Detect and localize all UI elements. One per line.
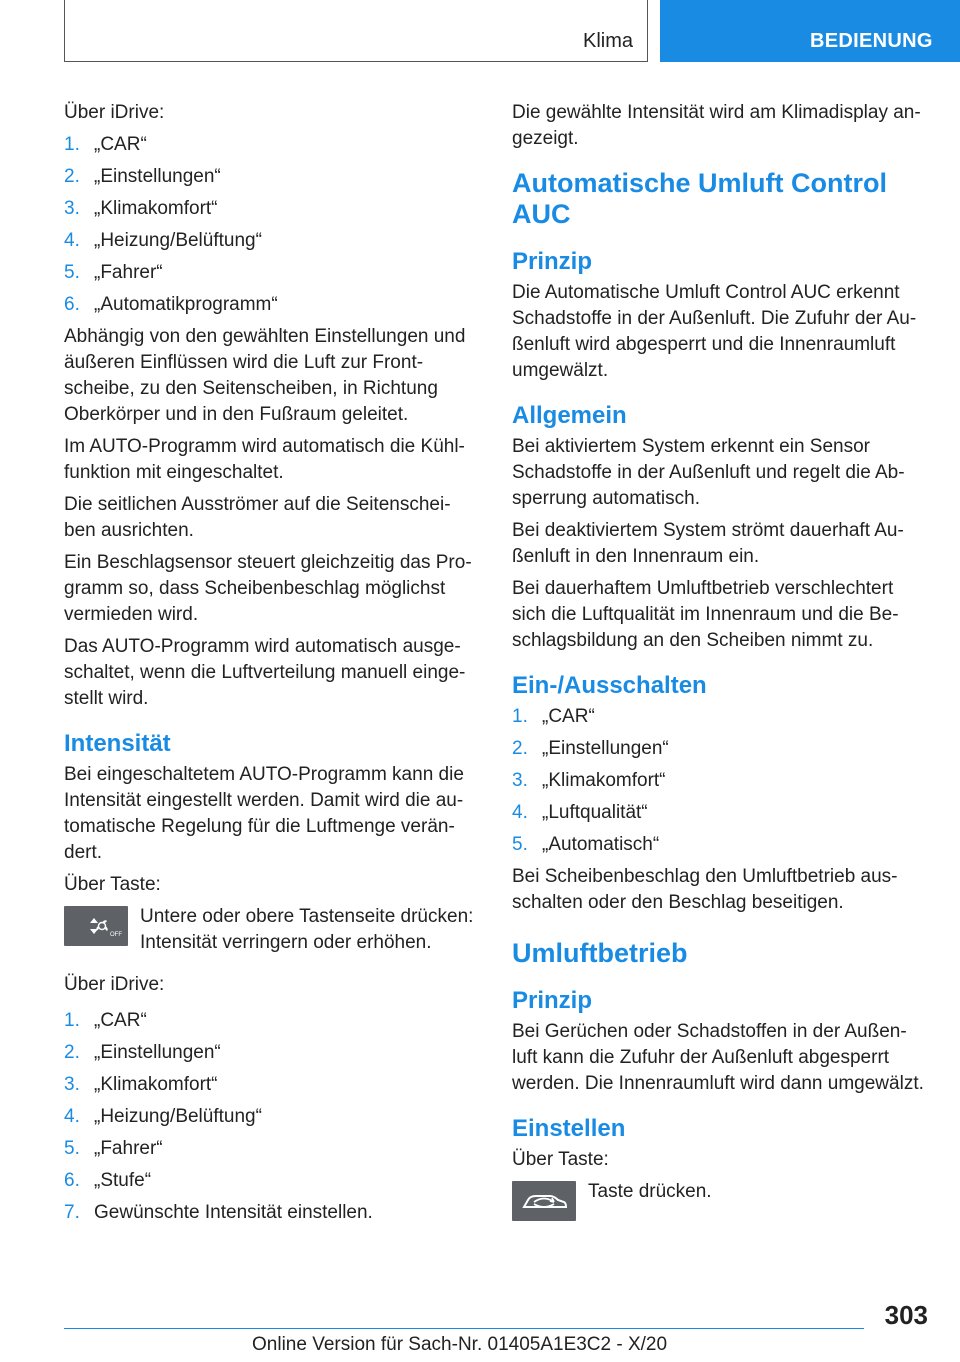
paragraph: Über iDrive: [64,974,165,995]
list-item: 1. „CAR“ [512,706,595,727]
key-instruction [64,904,480,956]
paragraph: Bei dauerhaftem Umluftbetrieb verschlechtert sich die Luftqualität im Innenraum und die Be-schlagsbildung an den Scheiben nimmt zu. [512,578,899,651]
paragraph: Bei Scheibenbeschlag den Umluftbetrieb aus-schalten oder den Beschlag beseitigen. [512,866,898,913]
list-item: 6. „Automatikprogramm“ [64,294,278,315]
heading-auc: Automatische Umluft Control AUC [512,168,887,229]
step-list [512,704,928,858]
list-item: 3. „Klimakomfort“ [64,198,218,219]
list-item: 3. „Klimakomfort“ [512,770,666,791]
key-text: Taste drücken. [588,1181,712,1202]
heading-ein-ausschalten: Ein-/Ausschalten [512,672,707,699]
paragraph: Bei aktiviertem System erkennt ein Sensor Schadstoffe in der Außenluft und regelt die Ab-sperrung automatisch. [512,436,905,509]
list-item: 4. „Heizung/Belüftung“ [64,1106,262,1127]
page-header [0,0,960,66]
key-instruction [512,1179,928,1221]
paragraph: Bei deaktiviertem System strömt dauerhaft Au-ßenluft in den Innenraum ein. [512,520,904,567]
list-item: 7. Gewünschte Intensität einstellen. [64,1202,373,1223]
list-item: 1. „CAR“ [64,134,147,155]
list-item: 2. „Einstellungen“ [512,738,669,759]
paragraph: Bei eingeschaltetem AUTO-Programm kann die Intensität eingestellt werden. Damit wird die au-tomatische Regelung für die Luftmenge verän-dert. [64,764,464,863]
heading-prinzip: Prinzip [512,248,593,275]
heading-intensitaet: Intensität [64,730,171,757]
svg-text:OFF: OFF [110,932,122,938]
step-list [64,1008,480,1226]
paragraph: Über Taste: [512,1149,609,1170]
heading-einstellen: Einstellen [512,1115,626,1142]
list-item: 3. „Klimakomfort“ [64,1074,218,1095]
header-section-tab: BEDIENUNG [660,0,960,62]
paragraph: Bei Gerüchen oder Schadstoffen in der Außen-luft kann die Zufuhr der Außenluft abgesperrt werden. Die Innenraumluft wird dann umgewälzt. [512,1021,924,1094]
paragraph: Über Taste: [64,874,161,895]
list-item: 1. „CAR“ [64,1010,147,1031]
paragraph: Die gewählte Intensität wird am Klimadisplay an-gezeigt. [512,102,921,149]
paragraph: Im AUTO-Programm wird automatisch die Kühl-funktion mit eingeschaltet. [64,436,465,483]
paragraph: Die Automatische Umluft Control AUC erkennt Schadstoffe in der Außenluft. Die Zufuhr der Au-ßenluft wird abgesperrt und die Innenraumluft umgewälzt. [512,282,917,381]
list-item: 4. „Luftqualität“ [512,802,648,823]
list-item: 6. „Stufe“ [64,1170,152,1191]
footer-divider [64,1328,864,1329]
header-chapter-box [64,0,648,62]
heading-umluftbetrieb: Umluftbetrieb [512,938,688,968]
paragraph: Das AUTO-Programm wird automatisch ausge-schaltet, wenn die Luftverteilung manuell einge-stellt wird. [64,636,466,709]
heading-prinzip: Prinzip [512,987,593,1014]
header-chapter: Klima [582,30,633,52]
list-item: 5. „Fahrer“ [64,1138,163,1159]
list-item: 2. „Einstellungen“ [64,166,221,187]
page-number: 303 [884,1300,928,1330]
paragraph: Abhängig von den gewählten Einstellungen und äußeren Einflüssen wird die Luft zur Front-scheibe, zu den Seitenscheiben, in Richtung Oberkörper und in den Fußraum geleitet. [64,326,466,425]
footer-online-version: Online Version für Sach-Nr. 01405A1E3C2 - X/20 [252,1334,668,1355]
heading-allgemein: Allgemein [512,402,627,429]
list-item: 5. „Automatisch“ [512,834,660,855]
right-column [512,100,928,1237]
paragraph: Die seitlichen Ausströmer auf die Seitenschei-ben ausrichten. [64,494,451,541]
recirculation-key-icon [512,1181,576,1221]
paragraph: Über iDrive: [64,102,165,123]
step-list [64,132,480,318]
paragraph: Ein Beschlagsensor steuert gleichzeitig das Pro-gramm so, dass Scheibenbeschlag möglichst vermieden wird. [64,552,472,625]
left-column [64,100,480,1232]
key-text: Untere oder obere Tastenseite drücken: Intensität verringern oder erhöhen. [140,906,474,953]
list-item: 2. „Einstellungen“ [64,1042,221,1063]
list-item: 5. „Fahrer“ [64,262,163,283]
fan-off-key-icon [64,906,128,946]
list-item: 4. „Heizung/Belüftung“ [64,230,262,251]
